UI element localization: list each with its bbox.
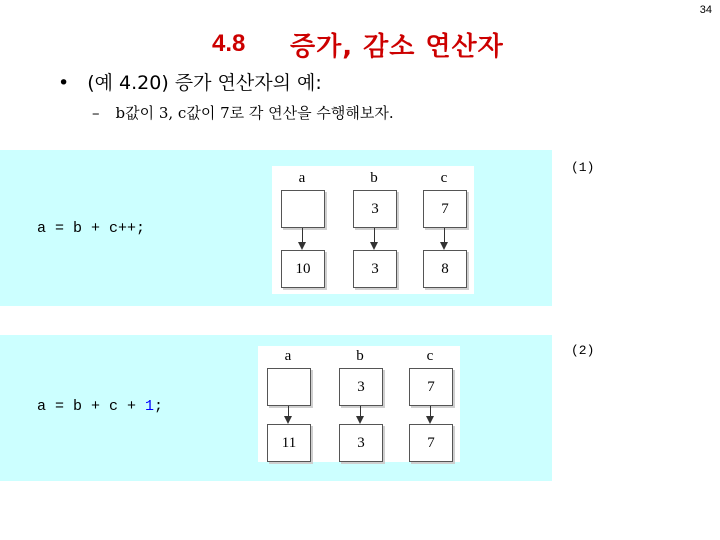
arrow-c	[430, 406, 431, 422]
variable-label-b: b	[356, 348, 364, 364]
box-before-b: 3	[353, 190, 397, 228]
dash-marker: –	[92, 104, 100, 122]
arrow-b	[374, 228, 375, 248]
code-line-2	[37, 398, 163, 415]
code-text: a = b + c++;	[37, 220, 146, 237]
box-after-c: 8	[423, 250, 467, 288]
memory-diagram-2	[258, 346, 460, 462]
code-number: 1	[145, 398, 155, 415]
box-before-c: 7	[423, 190, 467, 228]
variable-label-b: b	[370, 170, 378, 186]
bullet-marker: •	[58, 72, 70, 94]
page-number: 34	[699, 4, 712, 16]
box-after-c: 7	[409, 424, 453, 462]
variable-label-a: a	[284, 348, 292, 364]
code-text: a = b + c +	[37, 398, 146, 415]
bullet-text: (예 4.20) 증가 연산자의 예:	[87, 72, 322, 94]
bullet-item-1	[58, 68, 322, 95]
box-after-b: 3	[339, 424, 383, 462]
code-line-1	[37, 220, 145, 237]
variable-label-c: c	[426, 348, 434, 364]
arrow-a	[288, 406, 289, 422]
box-after-a: 10	[281, 250, 325, 288]
bullet-item-2	[92, 102, 394, 123]
box-before-a	[281, 190, 325, 228]
box-after-a: 11	[267, 424, 311, 462]
box-before-b: 3	[339, 368, 383, 406]
bullet-text: b값이 3, c값이 7로 각 연산을 수행해보자.	[115, 104, 394, 122]
example-tag-2: (2)	[571, 343, 595, 358]
variable-label-c: c	[440, 170, 448, 186]
memory-diagram-1	[272, 166, 474, 294]
section-number: 4.8	[212, 30, 246, 57]
box-before-a	[267, 368, 311, 406]
code-text-suffix: ;	[154, 398, 164, 415]
arrow-c	[444, 228, 445, 248]
box-after-b: 3	[353, 250, 397, 288]
example-tag-1: (1)	[571, 160, 595, 175]
box-before-c: 7	[409, 368, 453, 406]
section-title: 증가, 감소 연산자	[290, 32, 504, 62]
arrow-b	[360, 406, 361, 422]
variable-label-a: a	[298, 170, 306, 186]
arrow-a	[302, 228, 303, 248]
